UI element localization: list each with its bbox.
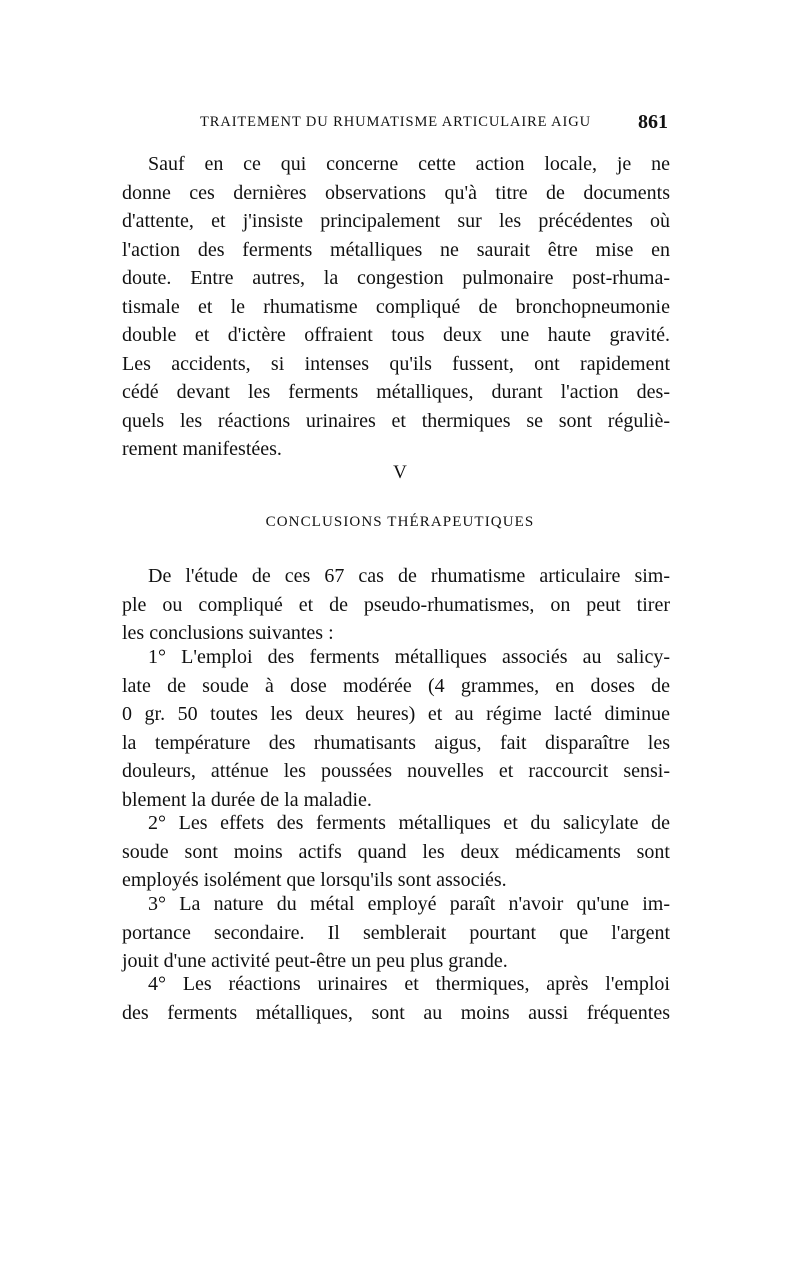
text-line: l'action des ferments métalliques ne saurait être mise en bbox=[122, 238, 670, 261]
text-line: Sauf en ce qui concerne cette action locale, je ne bbox=[148, 153, 670, 175]
conclusion-1 bbox=[122, 643, 670, 814]
page-number: 861 bbox=[638, 111, 668, 133]
text-line: 0 gr. 50 toutes les deux heures) et au régime lacté diminue bbox=[122, 703, 670, 725]
section-numeral: V bbox=[393, 462, 407, 483]
text-line: des ferments métalliques, sont au moins aussi fréquentes bbox=[122, 1001, 670, 1024]
text-line: jouit d'une activité peut-être un peu plus grande. bbox=[122, 950, 508, 972]
text-line: De l'étude de ces 67 cas de rhumatisme articulaire sim- bbox=[148, 565, 670, 587]
text-line: rement manifestées. bbox=[122, 438, 282, 460]
text-line: 2° Les effets des ferments métalliques et du salicylate de bbox=[148, 812, 670, 834]
text-line: d'attente, et j'insiste principalement sur les précédentes où bbox=[122, 210, 670, 232]
text-line: les conclusions suivantes : bbox=[122, 622, 334, 644]
text-line: 3° La nature du métal employé paraît n'avoir qu'une im- bbox=[148, 893, 670, 915]
text-line: 4° Les réactions urinaires et thermiques, après l'emploi bbox=[148, 973, 670, 995]
text-line: Les accidents, si intenses qu'ils fussent, ont rapidement bbox=[122, 352, 670, 375]
paragraph-observations bbox=[122, 150, 670, 464]
text-line: doute. Entre autres, la congestion pulmonaire post-rhuma- bbox=[122, 267, 670, 289]
paragraph-intro-conclusions bbox=[122, 562, 670, 648]
text-line: douleurs, atténue les poussées nouvelles et raccourcit sensi- bbox=[122, 760, 670, 782]
text-line: 1° L'emploi des ferments métalliques associés au salicy- bbox=[148, 646, 670, 668]
running-head bbox=[122, 111, 670, 142]
running-title: TRAITEMENT DU RHUMATISME ARTICULAIRE AIGU bbox=[200, 114, 592, 130]
text-line: donne ces dernières observations qu'à titre de documents bbox=[122, 181, 670, 204]
text-line: portance secondaire. Il semblerait pourtant que l'argent bbox=[122, 921, 670, 944]
text-line: la température des rhumatisants aigus, fait disparaître les bbox=[122, 731, 670, 754]
conclusion-4 bbox=[122, 970, 670, 1027]
text-line: cédé devant les ferments métalliques, durant l'action des- bbox=[122, 381, 670, 403]
text-line: double et d'ictère offraient tous deux une haute gravité. bbox=[122, 324, 670, 346]
text-line: soude sont moins actifs quand les deux médicaments sont bbox=[122, 840, 670, 863]
text-line: tismale et le rhumatisme compliqué de bronchopneumonie bbox=[122, 295, 670, 318]
text-line: late de soude à dose modérée (4 grammes, en doses de bbox=[122, 674, 670, 697]
conclusion-2 bbox=[122, 809, 670, 895]
text-line: ple ou compliqué et de pseudo-rhumatismes, on peut tirer bbox=[122, 593, 670, 616]
conclusion-3 bbox=[122, 890, 670, 976]
text-line: quels les réactions urinaires et thermiques se sont réguliè- bbox=[122, 409, 670, 432]
text-line: blement la durée de la maladie. bbox=[122, 788, 372, 811]
section-title: CONCLUSIONS THÉRAPEUTIQUES bbox=[265, 514, 535, 530]
text-line: employés isolément que lorsqu'ils sont associés. bbox=[122, 869, 507, 891]
